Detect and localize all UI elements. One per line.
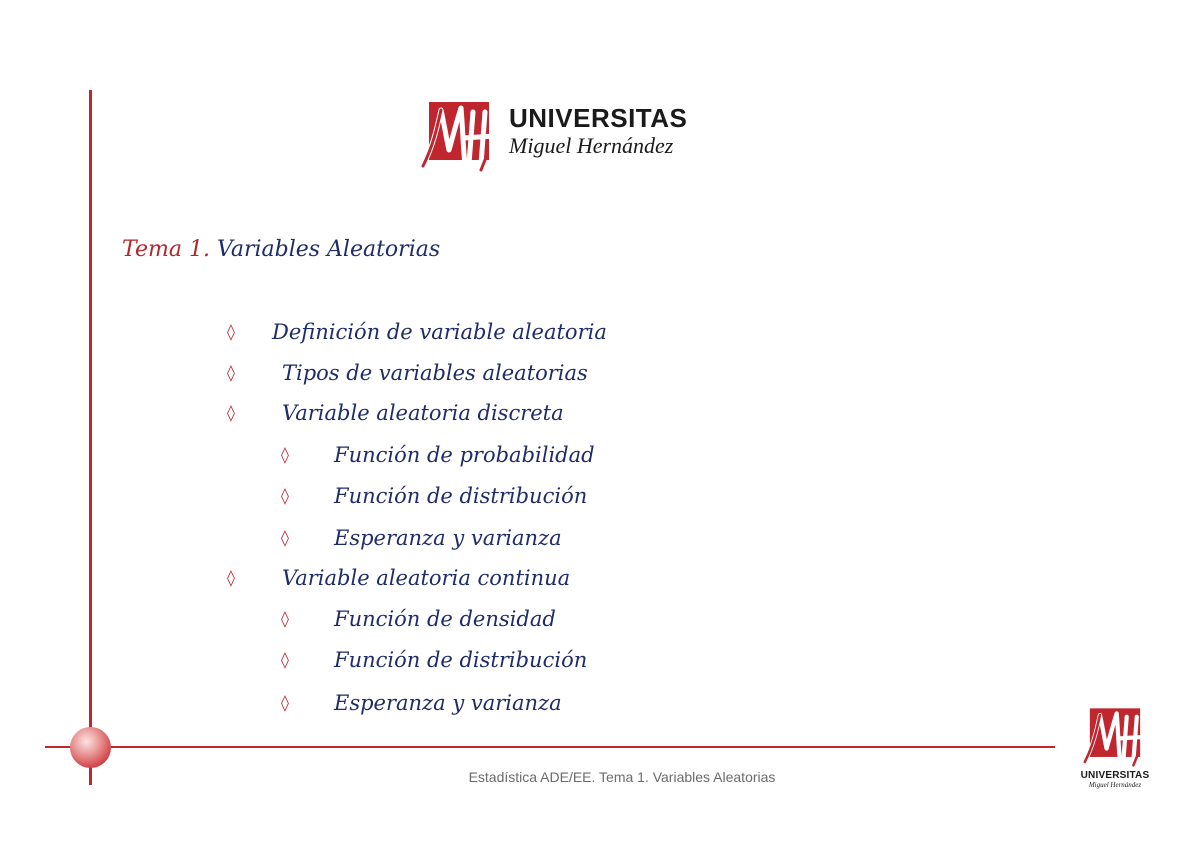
diamond-bullet-icon: ◊	[227, 322, 235, 341]
diamond-bullet-icon: ◊	[281, 650, 289, 669]
outline-item-text: Variable aleatoria discreta	[282, 401, 564, 425]
diamond-bullet-icon: ◊	[227, 403, 235, 422]
outline-item-text: Función de densidad	[334, 607, 556, 631]
logo-university-word: UNIVERSITAS	[509, 103, 688, 133]
university-logo-header	[421, 98, 688, 172]
outline-item-text: Función de distribución	[334, 484, 588, 508]
diamond-bullet-icon: ◊	[281, 609, 289, 628]
left-vertical-rule	[89, 90, 92, 785]
outline-item-text: Esperanza y varianza	[334, 691, 562, 715]
slide-title	[122, 235, 440, 265]
outline-item-text: Función de probabilidad	[334, 443, 595, 467]
footer-horizontal-rule	[45, 746, 1055, 748]
outline-item-text: Función de distribución	[334, 648, 588, 672]
diamond-bullet-icon: ◊	[281, 445, 289, 464]
slide-footer: Estadística ADE/EE. Tema 1. Variables Aleatorias	[468, 769, 776, 785]
diamond-bullet-icon: ◊	[227, 363, 235, 382]
outline-item-text: Esperanza y varianza	[334, 526, 562, 550]
outline-item-text: Variable aleatoria continua	[282, 566, 571, 590]
logo-university-name: Miguel Hernández	[509, 133, 674, 158]
outline-item-text: Definición de variable aleatoria	[272, 320, 607, 344]
logo-university-name: Miguel Hernández	[1088, 781, 1142, 789]
university-mh-logo-icon	[1083, 705, 1147, 767]
diamond-bullet-icon: ◊	[281, 528, 289, 547]
university-mh-logo-icon	[421, 98, 497, 172]
title-text: Variables Aleatorias	[216, 237, 441, 262]
diamond-bullet-icon: ◊	[281, 486, 289, 505]
diamond-bullet-icon: ◊	[281, 693, 289, 712]
title-prefix: Tema 1.	[122, 237, 210, 262]
decorative-sphere	[70, 727, 111, 768]
outline-item-text: Tipos de variables aleatorias	[282, 361, 588, 385]
university-logo-footer	[1078, 705, 1152, 805]
logo-university-word: UNIVERSITAS	[1080, 770, 1150, 781]
diamond-bullet-icon: ◊	[227, 568, 235, 587]
